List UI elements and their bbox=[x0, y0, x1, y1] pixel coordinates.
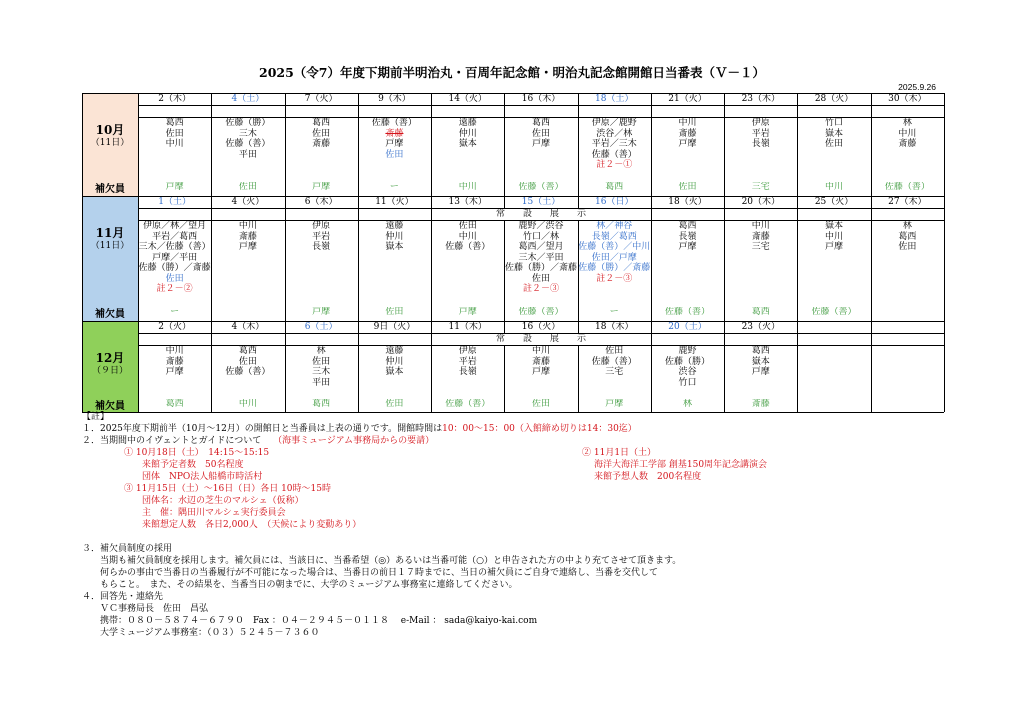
date-cell: 11（木） bbox=[448, 322, 487, 332]
reserve-cell: ー bbox=[389, 182, 399, 192]
reserve-cell: 葛西 bbox=[605, 182, 624, 192]
duty-cell bbox=[211, 346, 284, 399]
duty-member: 佐藤（善） bbox=[225, 367, 271, 377]
duty-cell bbox=[285, 221, 358, 307]
note-3: ３．補欠員制度の採用 bbox=[82, 544, 173, 554]
duty-member: 葛西／望月 bbox=[518, 242, 564, 252]
date-cell: 18（木） bbox=[595, 322, 634, 332]
duty-member: 佐藤（勝） bbox=[665, 356, 711, 367]
month-count-oct: （11日） bbox=[90, 138, 130, 148]
duty-member: 渋谷／林 bbox=[596, 128, 633, 139]
event-1-visitors: 来館予定者数 50名程度 bbox=[142, 460, 244, 470]
duty-member: 長嶺 bbox=[751, 139, 770, 149]
duty-member: 戸摩 bbox=[825, 242, 844, 252]
duty-member: 平田 bbox=[312, 377, 331, 388]
duty-member: 三木 bbox=[238, 128, 257, 139]
date-cell: 2（木） bbox=[158, 94, 191, 104]
page-title: 2025（令7）年度下期前半明治丸・百周年記念館・明治丸記念館開館日当番表（Ｖ－１） bbox=[259, 65, 765, 80]
note-3-line-3: もらこと。 また、その結果を、当番当日の朝までに、大学のミュージアム事務室に連絡してください。 bbox=[100, 580, 518, 590]
duty-member: 註２－③ bbox=[596, 273, 633, 284]
date-cell: 23（木） bbox=[741, 94, 781, 104]
duty-member: 鹿野／渋谷 bbox=[518, 221, 564, 231]
reserve-cell: 戸摩 bbox=[165, 182, 184, 192]
duty-cell bbox=[285, 118, 358, 182]
reserve-label: 補欠員 bbox=[95, 401, 125, 412]
duty-cell bbox=[431, 118, 504, 182]
reserve-cell: 佐藤（善） bbox=[811, 307, 857, 317]
reserve-cell: 中川 bbox=[458, 182, 477, 192]
duty-member: 中川 bbox=[825, 231, 844, 242]
date-cell: 15（土） bbox=[521, 197, 561, 207]
date-cell: 9（木） bbox=[378, 94, 411, 104]
duty-member: 三木／佐藤（善） bbox=[138, 242, 211, 252]
duty-member: 仲川 bbox=[385, 231, 404, 242]
date-cell: 2（火） bbox=[158, 322, 191, 332]
duty-member: 長嶺／葛西 bbox=[591, 231, 637, 242]
reserve-cell: 戸摩 bbox=[458, 307, 477, 317]
reserve-cell: 佐藤（善） bbox=[518, 307, 564, 317]
duty-member: 三宅 bbox=[605, 367, 624, 377]
duty-member: 戸摩 bbox=[531, 139, 550, 149]
date-cell: 18（火） bbox=[668, 197, 707, 207]
date-cell: 16（日） bbox=[595, 197, 634, 207]
duty-member: 葛西 bbox=[678, 221, 697, 231]
duty-cell bbox=[578, 118, 651, 182]
duty-cell bbox=[797, 118, 870, 182]
reserve-cell: 戸摩 bbox=[312, 182, 331, 192]
duty-member: 戸摩 bbox=[238, 242, 257, 252]
duty-member: 佐田 bbox=[238, 356, 257, 367]
duty-cell bbox=[138, 346, 211, 399]
duty-cell bbox=[871, 118, 944, 182]
month-panel-nov bbox=[82, 196, 138, 321]
duty-member: 佐田 bbox=[312, 128, 331, 139]
duty-cell bbox=[651, 118, 724, 182]
event-2-name: 海洋大海洋工学部 創基150周年記念講演会 bbox=[594, 460, 768, 470]
duty-cell bbox=[138, 118, 211, 182]
duty-member: 三木／平田 bbox=[518, 252, 564, 263]
duty-member: 佐藤（善） bbox=[445, 242, 491, 252]
duty-cell bbox=[285, 346, 358, 399]
duty-member: 佐田 bbox=[385, 149, 404, 160]
reserve-label: 補欠員 bbox=[95, 309, 125, 320]
duty-member: 竹口／林 bbox=[522, 231, 559, 242]
note-2: ２．当期間中のイヴェントとガイドについて （海事ミュージアム事務局からの要請） bbox=[82, 436, 435, 446]
event-3-group: 団体名：水辺の芝生のマルシェ（仮称） bbox=[142, 496, 304, 506]
date-cell: 4（土） bbox=[231, 94, 265, 104]
contact-museum: 大学ミュージアム事務室：（０３）５２４５－７３６０ bbox=[100, 628, 320, 638]
date-cell: 20（木） bbox=[741, 197, 781, 207]
month-label-nov: 11月 bbox=[95, 226, 125, 240]
duty-member: 遠藤 bbox=[458, 118, 477, 128]
event-3-host: 主 催：隅田川マルシェ実行委員会 bbox=[142, 508, 286, 518]
date-cell: 9日（火） bbox=[373, 322, 416, 332]
duty-member: 斎藤 bbox=[238, 231, 257, 242]
reserve-cell: 戸摩 bbox=[312, 307, 331, 317]
reserve-cell: 佐田 bbox=[385, 307, 404, 317]
duty-member: 佐田 bbox=[165, 128, 184, 139]
date-cell: 4（火） bbox=[231, 197, 265, 207]
duty-member: 嶽本 bbox=[751, 356, 770, 367]
duty-cell bbox=[578, 221, 651, 307]
duty-member: 中川 bbox=[165, 346, 184, 356]
reserve-cell bbox=[871, 307, 944, 319]
duty-cell bbox=[797, 221, 870, 307]
duty-member: 嶽本 bbox=[825, 221, 844, 231]
duty-member: 平田 bbox=[238, 149, 257, 160]
event-1-title: ① 10月18日（土） 14:15～15:15 bbox=[124, 448, 270, 458]
date-cell: 16（木） bbox=[521, 94, 561, 104]
duty-cell bbox=[431, 221, 504, 307]
duty-member: 平岩 bbox=[458, 356, 477, 367]
date-cell: 20（土） bbox=[668, 322, 707, 332]
duty-cell bbox=[724, 221, 797, 307]
duty-cell bbox=[431, 346, 504, 399]
duty-member: 佐藤（勝）／斎藤 bbox=[578, 263, 651, 273]
reserve-cell: 佐田 bbox=[385, 399, 404, 409]
duty-member: 佐藤（勝）／斎藤 bbox=[504, 263, 577, 273]
duty-cell bbox=[358, 118, 431, 182]
duty-member: 佐田 bbox=[165, 273, 184, 284]
reserve-label: 補欠員 bbox=[95, 184, 125, 195]
duty-member: 註２－① bbox=[596, 160, 633, 170]
date-cell: 1（土） bbox=[158, 197, 191, 207]
date-cell: 27（木） bbox=[888, 197, 927, 207]
duty-member: 戸摩 bbox=[678, 242, 697, 252]
reserve-cell: 佐藤（善） bbox=[665, 307, 711, 317]
duty-cell bbox=[578, 346, 651, 399]
date-cell: 16（火） bbox=[521, 322, 561, 332]
duty-member: 佐田 bbox=[605, 346, 624, 356]
duty-cell bbox=[211, 118, 284, 182]
reserve-cell: 中川 bbox=[825, 182, 844, 192]
month-count-nov: （11日） bbox=[90, 241, 130, 251]
month-label-dec: 12月 bbox=[95, 351, 125, 365]
date-cell: 21（火） bbox=[668, 94, 707, 104]
duty-member: 嶽本 bbox=[385, 242, 404, 252]
duty-member: 三宅 bbox=[751, 242, 770, 252]
duty-member: 斎藤 bbox=[165, 356, 184, 367]
duty-member: 長嶺 bbox=[312, 242, 331, 252]
date-cell: 28（火） bbox=[814, 94, 854, 104]
event-1-group: 団体 NPO法人船橋市時活村 bbox=[142, 472, 263, 482]
date-cell: 11（火） bbox=[375, 197, 414, 207]
date-cell: 6（土） bbox=[304, 322, 338, 332]
duty-member: 註２－③ bbox=[522, 284, 559, 294]
duty-cell bbox=[504, 118, 577, 182]
duty-member: 林 bbox=[902, 118, 912, 128]
duty-member: 伊原／鹿野 bbox=[591, 118, 637, 128]
duty-member: 葛西 bbox=[238, 346, 257, 356]
reserve-cell: 佐田 bbox=[238, 182, 257, 192]
date-cell: 7（火） bbox=[304, 94, 338, 104]
duty-member: 佐田 bbox=[531, 273, 550, 284]
duty-member: 中川 bbox=[898, 128, 917, 139]
duty-member: 林 bbox=[316, 346, 326, 356]
duty-member: 斎藤 bbox=[312, 139, 331, 149]
duty-member: 平岩 bbox=[751, 128, 770, 139]
duty-member: 三木 bbox=[312, 367, 331, 377]
date-cell: 13（木） bbox=[448, 197, 487, 207]
duty-member: 斎藤 bbox=[678, 128, 697, 139]
regular-exhibit-label: 常 設 展 示 bbox=[495, 209, 586, 219]
duty-cell bbox=[724, 346, 797, 399]
duty-member: 佐藤（善） bbox=[371, 118, 417, 128]
duty-member: 嶽本 bbox=[458, 139, 477, 149]
duty-member: 伊原 bbox=[751, 118, 770, 128]
duty-member: 平岩／葛西 bbox=[152, 231, 198, 242]
duty-member: 竹口 bbox=[678, 377, 697, 388]
duty-member: 佐田 bbox=[898, 242, 917, 252]
duty-member: 佐藤（善） bbox=[225, 139, 271, 149]
duty-member: 長嶺 bbox=[678, 231, 697, 242]
note-1: １．2025年度下期前半（10月～12月）の開館日と当番員は上表の通りです。開館時間は10：00～15：00（入館締め切りは14：30迄） bbox=[82, 424, 637, 434]
reserve-cell: ー bbox=[609, 307, 619, 317]
duty-member: 戸摩／平田 bbox=[152, 252, 198, 263]
reserve-cell: 斎藤 bbox=[751, 399, 770, 409]
reserve-cell: 戸摩 bbox=[605, 399, 624, 409]
duty-roster-table bbox=[82, 93, 944, 412]
regular-exhibit-label: 常 設 展 示 bbox=[495, 334, 586, 344]
month-count-dec: （９日） bbox=[91, 366, 128, 376]
duty-member: 葛西 bbox=[898, 231, 917, 242]
reserve-cell: 林 bbox=[683, 399, 693, 409]
duty-member: 佐藤（勝） bbox=[225, 118, 271, 128]
reserve-cell: 佐田 bbox=[678, 182, 697, 192]
duty-member: 佐藤（善） bbox=[591, 149, 637, 160]
date-cell: 6（木） bbox=[304, 197, 338, 207]
duty-member: 佐藤（善）／中川 bbox=[578, 242, 651, 252]
reserve-cell: 佐田 bbox=[531, 399, 550, 409]
duty-member: 伊原 bbox=[312, 221, 331, 231]
duty-cell bbox=[724, 118, 797, 182]
date-cell: 14（火） bbox=[448, 94, 487, 104]
document-date: 2025.9.26 bbox=[898, 82, 936, 92]
duty-member: 林／神谷 bbox=[596, 221, 633, 231]
note-4: ４．回答先・連絡先 bbox=[82, 592, 164, 602]
duty-member: 中川 bbox=[751, 221, 770, 231]
duty-member: 仲川 bbox=[458, 128, 477, 139]
reserve-cell: 葛西 bbox=[165, 399, 184, 409]
duty-cell bbox=[651, 221, 724, 307]
duty-cell bbox=[358, 346, 431, 399]
date-cell: 18（土） bbox=[595, 94, 634, 104]
duty-member: 中川 bbox=[678, 118, 697, 128]
duty-member: 戸摩 bbox=[678, 139, 697, 149]
duty-member: 葛西 bbox=[751, 346, 770, 356]
reserve-cell: ー bbox=[170, 307, 180, 317]
month-label-oct: 10月 bbox=[95, 123, 125, 137]
event-3-title: ③ 11月15日（土）～16日（日）各日 10時～15時 bbox=[124, 484, 331, 494]
duty-member: 斎藤 bbox=[898, 139, 917, 149]
duty-member: 佐田／戸摩 bbox=[591, 252, 637, 263]
duty-member: 葛西 bbox=[531, 118, 550, 128]
duty-member: 遠藤 bbox=[385, 221, 404, 231]
contact-phone: 携帯：０８０－５８７４－６７９０ Fax ：０４－２９４５－０１１８ e-Mail ： sada@kaiyo-kai.com bbox=[100, 616, 538, 626]
duty-cell bbox=[138, 221, 211, 307]
duty-member: 遠藤 bbox=[385, 346, 404, 356]
date-cell: 30（木） bbox=[888, 94, 927, 104]
duty-member: 佐藤（勝）／斎藤 bbox=[138, 263, 211, 273]
date-cell: 4（木） bbox=[231, 322, 265, 332]
duty-member: 平岩／三木 bbox=[591, 139, 637, 149]
duty-member: 葛西 bbox=[312, 118, 331, 128]
duty-member: 平岩 bbox=[312, 231, 331, 242]
duty-member: 中川 bbox=[238, 221, 257, 231]
duty-member: 嶽本 bbox=[385, 367, 404, 377]
duty-member: 佐田 bbox=[531, 128, 550, 139]
duty-member: 仲川 bbox=[385, 356, 404, 367]
reserve-cell: 佐藤（善） bbox=[518, 182, 564, 192]
duty-member: 鹿野 bbox=[678, 346, 697, 356]
duty-cell bbox=[504, 346, 577, 399]
duty-cell bbox=[211, 221, 284, 307]
duty-member: 佐田 bbox=[312, 356, 331, 367]
contact-name: ＶＣ事務局長 佐田 昌弘 bbox=[100, 604, 209, 614]
duty-member: 竹口 bbox=[825, 118, 844, 128]
duty-member: 渋谷 bbox=[678, 367, 697, 377]
duty-member: 佐田 bbox=[825, 139, 844, 149]
duty-member: 伊原 bbox=[458, 346, 477, 356]
notes-heading: 【註】 bbox=[82, 412, 110, 422]
duty-member: 斎藤 bbox=[751, 231, 770, 242]
duty-member: 中川 bbox=[531, 346, 550, 356]
duty-member: 斎藤 bbox=[531, 356, 550, 367]
reserve-cell: 佐藤（善） bbox=[884, 182, 930, 192]
duty-member: 戸摩 bbox=[751, 367, 770, 377]
note-3-line-2: 何らかの事由で当番日の当番履行が不可能になった場合は、当番日の前日１７時までに、当日の補欠員にご自身で連絡し、当番を交代して bbox=[100, 568, 659, 578]
reserve-cell: 三宅 bbox=[751, 182, 770, 192]
duty-cell bbox=[358, 221, 431, 307]
reserve-cell: 葛西 bbox=[751, 307, 770, 317]
duty-member: 伊原／林／望月 bbox=[143, 221, 207, 231]
reserve-cell: 佐藤（善） bbox=[445, 399, 491, 409]
duty-cell bbox=[871, 221, 944, 307]
date-cell: 23（火） bbox=[741, 322, 781, 332]
event-2-visitors: 来館予想人数 200名程度 bbox=[594, 472, 702, 482]
duty-member: 戸摩 bbox=[531, 367, 550, 377]
duty-member: 中川 bbox=[458, 231, 477, 242]
duty-member: 林 bbox=[902, 221, 912, 231]
event-2-title: ② 11月1日（土） bbox=[582, 448, 657, 458]
reserve-cell: 葛西 bbox=[312, 399, 331, 409]
reserve-cell: 中川 bbox=[238, 399, 257, 409]
reserve-cell bbox=[211, 307, 284, 319]
duty-cell bbox=[651, 346, 724, 399]
duty-member: 中川 bbox=[165, 139, 184, 149]
event-3-visitors: 来館想定人数 各日2,000人 （天候により変動あり） bbox=[142, 520, 362, 530]
duty-member: 嶽本 bbox=[825, 128, 844, 139]
note-3-line-1: 当期も補欠員制度を採用します。補欠員には、当該日に、当番希望（◎）あるいは当番可能（○）と申告された方の中より充てさせて頂きます。 bbox=[100, 556, 682, 566]
duty-member: 註２－② bbox=[156, 284, 193, 294]
duty-member: 長嶺 bbox=[458, 367, 477, 377]
duty-member: 斎藤 bbox=[385, 128, 404, 139]
duty-cell bbox=[504, 221, 577, 307]
duty-member: 佐藤（善） bbox=[591, 356, 637, 367]
duty-member: 佐田 bbox=[458, 221, 477, 231]
duty-member: 戸摩 bbox=[165, 367, 184, 377]
duty-member: 葛西 bbox=[165, 118, 184, 128]
date-cell: 25（火） bbox=[814, 197, 854, 207]
duty-member: 戸摩 bbox=[385, 139, 404, 149]
